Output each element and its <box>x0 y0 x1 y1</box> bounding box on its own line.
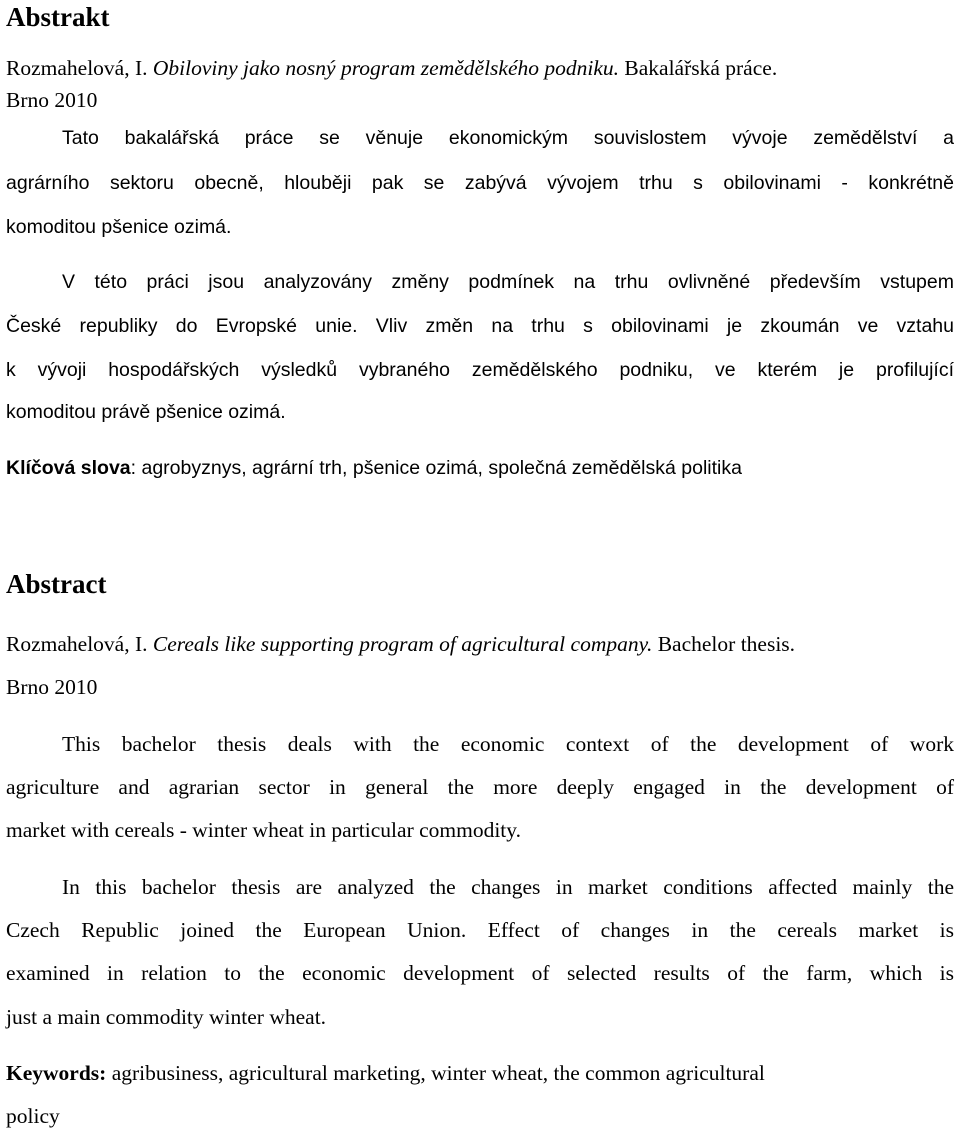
en-paragraph-2-line-3: examined in relation to the economic development of selected results of the farm, which is <box>6 961 954 985</box>
en-keywords-label: Keywords: <box>6 1061 107 1085</box>
cz-keywords-text: agrobyznys, agrární trh, pšenice ozimá, společná zemědělská politika <box>136 457 742 479</box>
en-citation-place: Brno 2010 <box>6 675 98 699</box>
en-paragraph-2-line-1: In this bachelor thesis are analyzed the changes in market conditions affected mainly the <box>62 875 954 899</box>
en-paragraph-1-line-3: market with cereals - winter wheat in particular commodity. <box>6 818 522 842</box>
cz-citation-title: Obiloviny jako nosný program zemědělského podniku. <box>152 56 620 80</box>
cz-paragraph-2-line-2: České republiky do Evropské unie. Vliv změn na trhu s obilovinami je zkoumán ve vztahu <box>6 315 954 337</box>
cz-citation-place: Brno 2010 <box>6 88 98 112</box>
cz-citation-author: Rozmahelová, I. <box>6 56 148 80</box>
cz-keywords-colon: : <box>130 457 137 479</box>
cz-paragraph-1-line-2: agrárního sektoru obecně, hlouběji pak se zabývá vývojem trhu s obilovinami - konkrétně <box>6 172 954 194</box>
en-paragraph-2-line-4: just a main commodity winter wheat. <box>6 1005 327 1029</box>
cz-paragraph-1-line-3: komoditou pšenice ozimá. <box>6 216 232 238</box>
cz-citation-type: Bakalářská práce. <box>624 56 778 80</box>
en-paragraph-1-line-1: This bachelor thesis deals with the economic context of the development of work <box>62 732 954 756</box>
en-paragraph-2-line-2: Czech Republic joined the European Union. Effect of changes in the cereals market is <box>6 918 954 942</box>
en-citation-type: Bachelor thesis. <box>657 632 796 656</box>
cz-paragraph-1-line-1: Tato bakalářská práce se věnuje ekonomickým souvislostem vývoje zemědělství a <box>62 127 954 149</box>
en-keywords-text: agribusiness, agricultural marketing, winter wheat, the common agricultural <box>106 1061 765 1085</box>
cz-keywords <box>6 454 742 482</box>
cz-keywords-label: Klíčová slova <box>6 457 131 479</box>
en-keywords-continued: policy <box>6 1104 60 1128</box>
en-citation-title: Cereals like supporting program of agricultural company. <box>152 632 653 656</box>
en-keywords <box>6 1059 765 1087</box>
en-citation <box>6 630 795 658</box>
cz-paragraph-2-line-3: k vývoji hospodářských výsledků vybraného zemědělského podniku, ve kterém je profilující <box>6 359 954 381</box>
en-citation-author: Rozmahelová, I. <box>6 632 148 656</box>
cz-citation <box>6 54 777 82</box>
abstrakt-heading: Abstrakt <box>6 2 110 32</box>
en-paragraph-1-line-2: agriculture and agrarian sector in general the more deeply engaged in the development of <box>6 775 954 799</box>
abstract-heading: Abstract <box>6 569 107 599</box>
cz-paragraph-2-line-4: komoditou právě pšenice ozimá. <box>6 401 286 423</box>
cz-paragraph-2-line-1: V této práci jsou analyzovány změny podmínek na trhu ovlivněné především vstupem <box>62 271 954 293</box>
